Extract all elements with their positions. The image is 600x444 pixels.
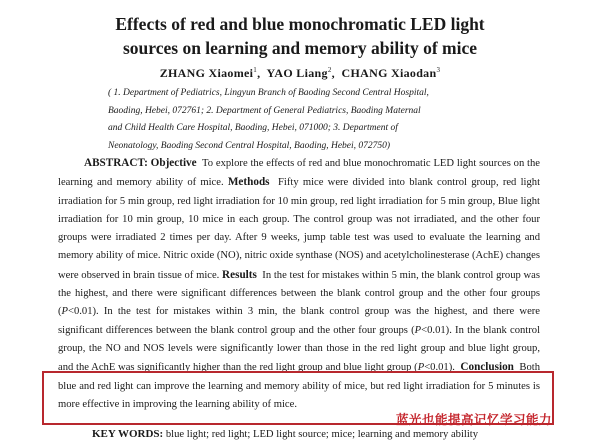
- conclusion-label: Conclusion: [460, 361, 514, 374]
- author-affil-mark: 1: [253, 66, 258, 74]
- methods-text: Fifty mice were divided into blank control group, red light irradiation for 5 min group, red light irradiation for 10 min group, red light irradiation for 5 min group, Blue light irradiation for 10 min group, 10 mice in each group. The control group was not irradiated, and the other four groups were irradiated 2 times per day. After 9 weeks, jump table test was used to evaluate the learning and memory ability of mice. Nitric oxide (NO), nitric oxide synthase (NOS) and acetylcholinesterase (AchE) changes were observed in brain tissue of mice.: [58, 177, 541, 281]
- abstract-label: ABSTRACT:: [84, 157, 148, 169]
- p-value-symbol: P: [414, 324, 422, 336]
- overlay-caption: 蓝光也能提高记忆学习能力: [396, 412, 553, 427]
- conclusion-text: Both blue and red light can improve the learning and memory ability of mice, but red light irradiation for 5 minutes is more effective in improving the learning ability of mice.: [58, 362, 541, 410]
- keywords-label: KEY WORDS:: [92, 428, 164, 440]
- objective-label: Objective: [150, 157, 197, 169]
- author-list: ZHANG Xiaomei$^1$, YAO Liang$^2$, CHANG Xiaodan$^3$: [159, 66, 441, 80]
- keywords-text: blue light; red light; LED light source; mice; learning and memory ability: [165, 429, 479, 440]
- p-value-symbol: P: [417, 362, 425, 374]
- paper-title: [0, 12, 600, 60]
- keywords: [92, 428, 572, 440]
- title-line-1: Effects of red and blue monochromatic LED light: [115, 14, 485, 34]
- author-name: YAO Liang: [266, 66, 328, 80]
- results-text: <0.01). In the blank control group, the NO and NOS levels were significantly lower than those in the red light group and blue light group, and the AchE was significantly higher than the red light group and blue light group (: [58, 324, 541, 374]
- author-name: ZHANG Xiaomei: [159, 66, 254, 80]
- p-value-symbol: P: [61, 306, 69, 318]
- results-text: <0.01). In the test for mistakes within 3 min, the blank control group was the highest, and there were significant differences between the blank control group and the other four groups (: [58, 306, 540, 336]
- affiliation-line: and Child Health Care Hospital, Baoding, Hebei, 071000; 3. Department of: [108, 123, 398, 133]
- methods-label: Methods: [227, 176, 270, 189]
- results-text: In the test for mistakes within 5 min, the blank control group was the highest, and there were significant differences between the blank control group and the other four groups (: [58, 269, 540, 318]
- affiliation-line: Neonatology, Baoding Second Central Hospital, Baoding, Hebei, 072750): [108, 140, 391, 151]
- author-name: CHANG Xiaodan: [341, 66, 437, 80]
- affiliations: [108, 85, 528, 155]
- objective-text: To explore the effects of red and blue monochromatic LED light sources on the learning and memory ability of mice.: [58, 158, 540, 189]
- results-label: Results: [222, 268, 257, 281]
- title-line-2: sources on learning and memory ability of mice: [122, 38, 478, 58]
- author-affil-mark: 2: [327, 66, 332, 74]
- affiliation-line: ( 1. Department of Pediatrics, Lingyun Branch of Baoding Second Central Hospital,: [108, 88, 429, 98]
- author-affil-mark: 3: [436, 66, 441, 74]
- results-text: <0.01).: [424, 362, 455, 374]
- affiliation-line: Baoding, Hebei, 072761; 2. Department of General Pediatrics, Baoding Maternal: [108, 105, 421, 116]
